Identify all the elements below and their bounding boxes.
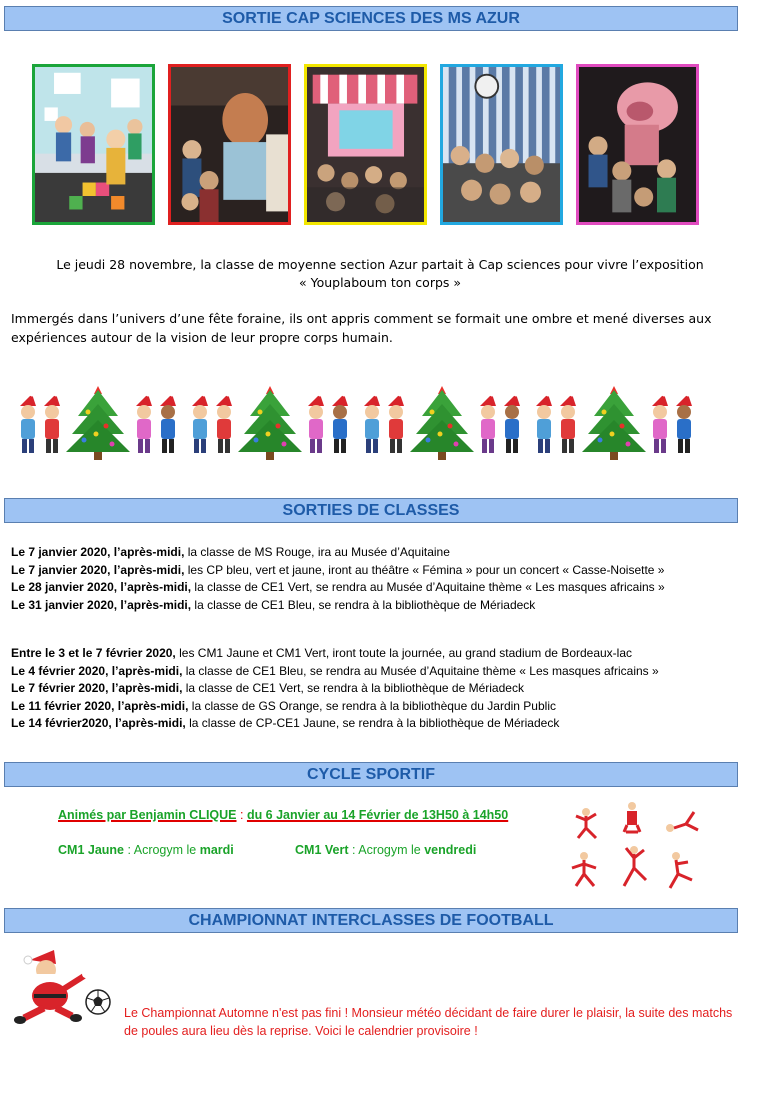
santa-yoga-illustration: [566, 800, 702, 896]
section-header-cap-sciences: SORTIE CAP SCIENCES DES MS AZUR: [4, 6, 738, 31]
list-item: Entre le 3 et le 7 février 2020, les CM1 Jaune et CM1 Vert, iront toute la journée, au grand stadium de Bordeaux-lac: [11, 646, 633, 660]
caption-line-2: « Youplaboum ton corps »: [298, 275, 462, 290]
list-item: Le 31 janvier 2020, l’après-midi, la classe de CE1 Bleu, se rendra à la bibliothèque de Mériadeck: [11, 597, 536, 612]
cycle-cm1-vert: CM1 Vert : Acrogym le vendredi: [295, 843, 477, 857]
section-header-cycle-sportif: CYCLE SPORTIF: [4, 762, 738, 787]
list-item: Le 4 février 2020, l’après-midi, la classe de CE1 Bleu, se rendra au Musée d’Aquitaine thème « Les masques africains »: [11, 663, 659, 678]
list-item: Le 14 février2020, l’après-midi, la classe de CP-CE1 Jaune, se rendra à la bibliothèque de Mériadeck: [11, 716, 560, 730]
section-header-sorties: SORTIES DE CLASSES: [4, 498, 738, 523]
sorties-fevrier-list: [11, 645, 751, 733]
list-item: Le 28 janvier 2020, l’après-midi, la classe de CE1 Vert, se rendra au Musée d’Aquitaine thème « Les masques africains »: [11, 580, 665, 594]
photo-kids-giant-figure: [168, 64, 291, 225]
list-item: Le 11 février 2020, l’après-midi, la classe de GS Orange, se rendra à la bibliothèque du Jardin Public: [11, 698, 556, 713]
list-item: Le 7 janvier 2020, l’après-midi, les CP bleu, vert et jaune, iront au théâtre « Fémina » pour un concert « Casse-Noisette »: [11, 562, 665, 577]
sorties-janvier-list: [11, 544, 751, 614]
section-header-football: CHAMPIONNAT INTERCLASSES DE FOOTBALL: [4, 908, 738, 933]
cycle-cm1-jaune: CM1 Jaune : Acrogym le mardi: [58, 843, 234, 857]
list-item: Le 7 février 2020, l’après-midi, la classe de CE1 Vert, se rendra à la bibliothèque de Mériadeck: [11, 681, 524, 695]
football-paragraph: Le Championnat Automne n'est pas fini ! Monsieur météo décidant de faire durer le plaisir, la suite des matchs de poules aura lieu dès la reprise. Voici le calendrier provisoire !: [124, 1006, 733, 1038]
christmas-kids-trees-decoration: [14, 382, 704, 464]
list-item: Le 7 janvier 2020, l’après-midi, la classe de MS Rouge, ira au Musée d’Aquitaine: [11, 545, 450, 559]
cap-sciences-paragraph: Immergés dans l’univers d’une fête foraine, ils ont appris comment se formait une ombre et mené diverses aux expériences autour de la vision de leur propre corps humain.: [11, 311, 712, 345]
santa-football-illustration: [10, 946, 114, 1030]
photo-kids-pink-sculpture: [576, 64, 699, 225]
photo-kids-pixel-room: [32, 64, 155, 225]
caption-line-1: Le jeudi 28 novembre, la classe de moyenne section Azur partait à Cap sciences pour vivre l’exposition: [56, 257, 704, 272]
cycle-animator-line: Animés par Benjamin CLIQUE : du 6 Janvier au 14 Février de 13H50 à 14h50: [58, 808, 509, 822]
photo-kids-fair-stall: [304, 64, 427, 225]
photo-kids-circus-tent: [440, 64, 563, 225]
